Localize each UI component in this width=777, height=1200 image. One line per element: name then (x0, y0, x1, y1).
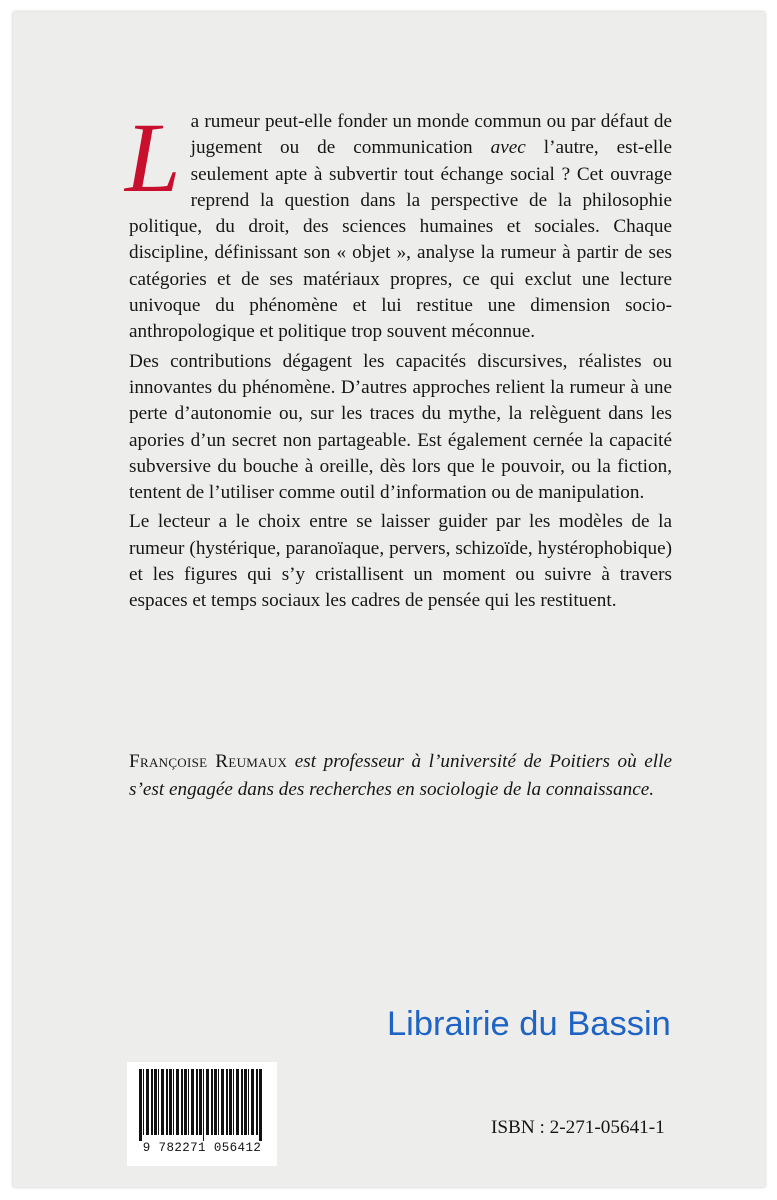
barcode-bar (206, 1069, 209, 1135)
barcode-bar (236, 1069, 239, 1135)
barcode-bar (233, 1069, 234, 1135)
barcode-bar (158, 1069, 159, 1135)
barcode-bar (181, 1069, 183, 1135)
barcode-bar (241, 1069, 243, 1135)
barcode-bar (176, 1069, 179, 1135)
barcode-bar (196, 1069, 198, 1135)
barcode-bar (203, 1069, 204, 1141)
author-bio-block (129, 748, 672, 804)
barcode-bar (221, 1069, 224, 1135)
barcode-bar (248, 1069, 249, 1135)
barcode-bar (139, 1069, 142, 1141)
barcode-bars (139, 1069, 265, 1141)
barcode (127, 1062, 277, 1166)
barcode-bar (218, 1069, 219, 1135)
barcode-bar (161, 1069, 164, 1135)
barcode-bar (188, 1069, 189, 1135)
barcode-bar (191, 1069, 194, 1135)
author-bio: est professeur à l’université de Poitiers où elle s’est engagée dans des recherches en sociologie de la connaissance. (129, 751, 672, 800)
author-name: Françoise Reumaux (129, 751, 288, 772)
blurb-text (125, 102, 673, 618)
barcode-bar (211, 1069, 213, 1135)
barcode-bar (169, 1069, 172, 1135)
barcode-bar (259, 1069, 262, 1141)
blurb-p1-italic-word: avec (490, 137, 526, 159)
barcode-bar (154, 1069, 157, 1135)
barcode-digits: 9 782271 056412 (142, 1141, 262, 1155)
barcode-bar (166, 1069, 168, 1135)
isbn-label: ISBN : 2-271-05641-1 (491, 1117, 665, 1138)
barcode-bar (184, 1069, 187, 1135)
barcode-bar (146, 1069, 149, 1135)
barcode-bar (151, 1069, 153, 1135)
barcode-bar (229, 1069, 232, 1135)
drop-cap-letter: L (125, 102, 181, 213)
barcode-bar (256, 1069, 258, 1135)
blurb-paragraph-1 (125, 102, 673, 346)
barcode-bar (244, 1069, 247, 1135)
blurb-paragraph-3: Le lecteur a le choix entre se laisser guider par les modèles de la rumeur (hystérique, paranoïaque, pervers, schizoïde, hystérophobique) et les figures qui s’y cristallisent un moment ou suivre à travers espaces et temps sociaux les cadres de pensée qui les restituent. (129, 511, 672, 612)
blurb-p1-text-b: l’autre, est-elle seulement apte à subvertir tout échange social ? Cet ouvrage reprend la question dans la perspective de la philosophie politique, du droit, des sciences humaines et sociales. Chaque discipline, définissant son « objet », analyse la rumeur à partir de ses catégories et de ses matériaux propres, ce qui exclut une lecture univoque du phénomène et lui restitue une dimension socio-anthropologique et politique trop souvent méconnue. (129, 137, 673, 343)
bookshop-watermark: Librairie du Bassin (387, 1005, 671, 1043)
barcode-bar (173, 1069, 174, 1135)
barcode-bar (199, 1069, 202, 1135)
barcode-bar (143, 1069, 144, 1135)
blurb-p1-text-a: a rumeur peut-elle fonder un monde commun ou par défaut de jugement ou de communication (190, 111, 672, 159)
blurb-paragraph-2: Des contributions dégagent les capacités discursives, réalistes ou innovantes du phénomène. D’autres approches relient la rumeur à une perte d’autonomie ou, sur les traces du mythe, la relèguent dans les apories d’un secret non partageable. Est également cernée la capacité subversive du bouche à oreille, dès lors que le pouvoir, ou la fiction, tentent de l’utiliser comme outil d’information ou de manipulation. (129, 350, 672, 504)
barcode-bar (251, 1069, 254, 1135)
barcode-bar (214, 1069, 217, 1135)
barcode-bar (226, 1069, 228, 1135)
